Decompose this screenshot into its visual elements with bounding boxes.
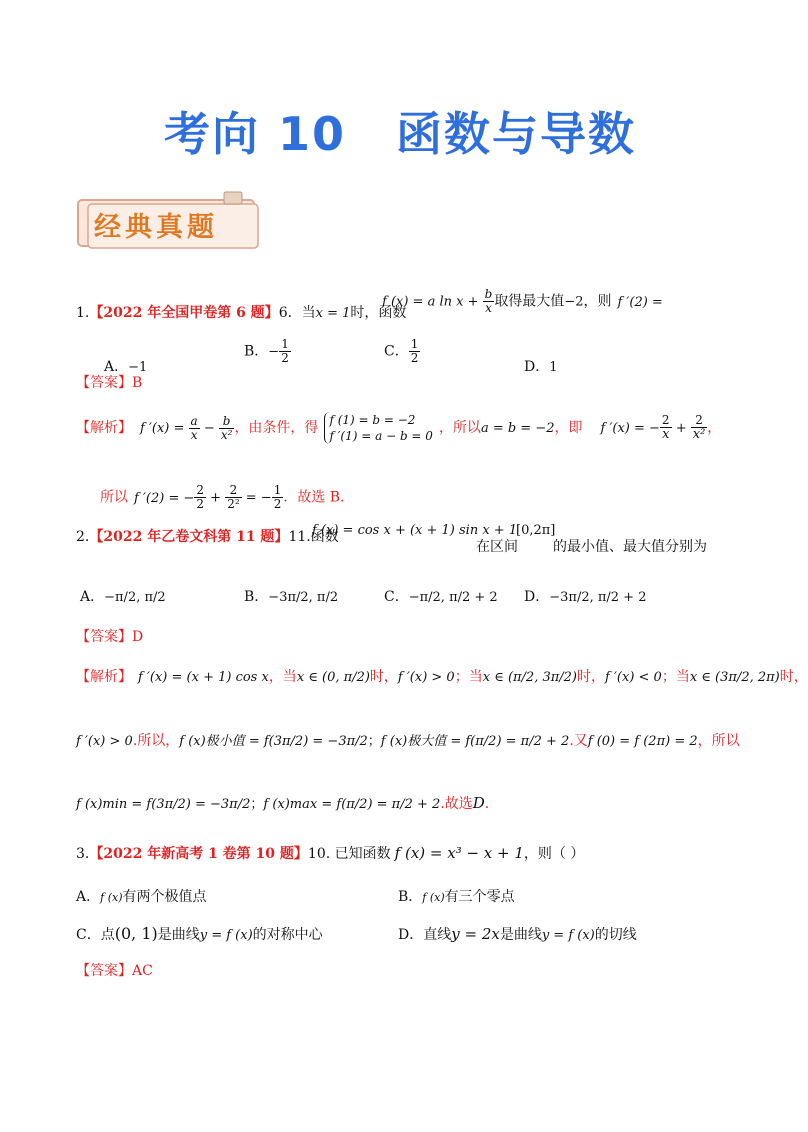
q1-option-c: C． $\frac{1}{2}$: [384, 337, 419, 366]
q2-option-c: C．−π/2, π/2 + 2: [384, 589, 498, 605]
q2-conclusion: f (x)min = f(3π/2) = −3π/2；f (x)max = f(π/2) = π/2 + 2.故选D.: [76, 794, 490, 812]
badge-label: 经典真题: [94, 212, 218, 243]
q1-option-a: A．−1: [104, 359, 148, 375]
q3-option-a: A．f (x)有两个极值点: [76, 889, 207, 905]
q3-answer: 【答案】AC: [76, 963, 153, 979]
q3-option-b: B．f (x)有三个零点: [398, 889, 515, 905]
q1-option-d: D．1: [524, 359, 558, 375]
q1-source: 【2022 年全国甲卷第 6 题】: [89, 305, 279, 321]
q2-option-d: D．−3π/2, π/2 + 2: [524, 589, 647, 605]
title-part2: 函数与导数: [396, 107, 637, 161]
q3-option-d: D．直线y = 2x是曲线y = f (x)的切线: [398, 925, 637, 943]
q1-stem: 1.【2022 年全国甲卷第 6 题】6．当x = 1时，函数: [76, 305, 407, 321]
q2-func: f (x) = cos x + (x + 1) sin x + 1: [312, 523, 518, 538]
q2-option-a: A．−π/2, π/2: [80, 589, 166, 605]
q1-conclusion: 所以 f ′(2) = − $\frac{2}{2}$ + $\frac{2}{\text{2²}}$ = − $\frac{1}{2}$ ．故选 B.: [100, 483, 345, 512]
q2-stem: 2.【2022 年乙卷文科第 11 题】11.函数: [76, 529, 339, 545]
q2-analysis-2: f ′(x) > 0.所以，f (x)极小值 = f(3π/2) = −3π/2；f (x)极大值 = f(π/2) = π/2 + 2.又f (0) = f (2π) = 2，所以: [76, 733, 740, 749]
title-part1: 考向 10: [163, 107, 347, 161]
q2-interval-text: 在区间: [476, 539, 518, 555]
q1-analysis: 【解析】 f ′(x) = $\frac{a}{x}$ − $\frac{b}{\text{x²}}$ ，由条件，得 f (1) = b = −2 f ′(1) = a − b = 0 ，所以a = b = −2，即 f ′(x) = − $\frac{2}{x}$ + $\frac{2}{\text{x²}}$ ，: [76, 412, 722, 444]
q1-func: f (x) = a ln x + $\frac{b}{x}$ 取得最大值−2，则 f ′(2) =: [382, 287, 663, 316]
q1-option-b: B．− $\frac{1}{2}$: [244, 337, 289, 366]
page-title: [0, 98, 800, 164]
q2-source: 【2022 年乙卷文科第 11 题】: [89, 529, 289, 545]
q3-source: 【2022 年新高考 1 卷第 10 题】: [89, 846, 308, 862]
q2-option-b: B．−3π/2, π/2: [244, 589, 339, 605]
q2-answer: 【答案】D: [76, 629, 144, 645]
q2-analysis: 【解析】 f ′(x) = (x + 1) cos x，当x ∈ (0, π/2)时，f ′(x) > 0；当x ∈ (π/2, 3π/2)时，f ′(x) < 0；当x ∈ (3π/2, 2π)时，: [76, 669, 808, 685]
q3-stem: 3.【2022 年新高考 1 卷第 10 题】10. 已知函数 f (x) = x³ − x + 1，则（ ）: [76, 844, 585, 862]
q3-option-c: C．点(0, 1)是曲线y = f (x)的对称中心: [76, 924, 323, 943]
q1-answer: 【答案】B: [76, 375, 143, 391]
q2-interval: [0,2π]: [516, 523, 556, 538]
q2-stem-end: 的最小值、最大值分别为: [553, 539, 707, 555]
